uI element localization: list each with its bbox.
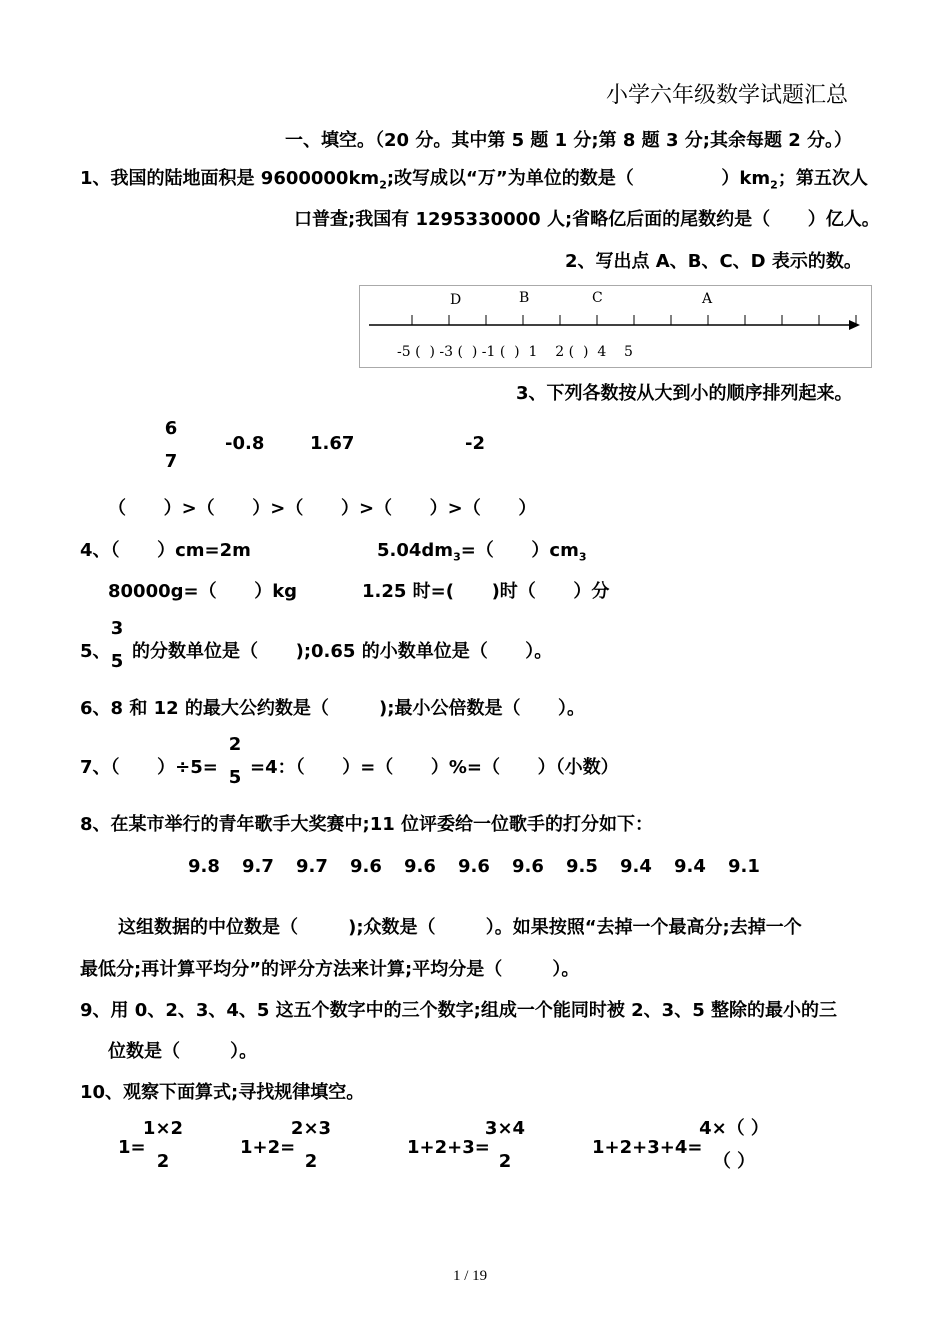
number-line-ticks	[412, 315, 856, 325]
question-8-line-1: 这组数据的中位数是（ );众数是（ ）。如果按照“去掉一个最高分;去掉一个	[118, 917, 802, 938]
equation-3-lhs: 1+2+3=	[407, 1137, 490, 1158]
question-4-part-a: 4、（ ）cm=2m	[80, 540, 251, 561]
question-4-part-b: $5.04dm_3=$（ ）$cm_3$	[377, 540, 587, 564]
point-label-c: C	[592, 290, 603, 306]
number-1-67: 1.67	[310, 433, 355, 454]
page-number: 1 / 19	[453, 1268, 488, 1284]
fraction-numerator: 2×3	[290, 1118, 332, 1139]
equation-4-lhs: 1+2+3+4=	[592, 1137, 703, 1158]
question-8-line-2: 最低分;再计算平均分”的评分方法来计算;平均分是（ ）。	[80, 959, 580, 980]
question-10-text: 10、观察下面算式;寻找规律填空。	[80, 1082, 365, 1103]
point-label-d: D	[450, 292, 462, 308]
question-7-prefix: 7、（ ）÷5=	[80, 757, 218, 778]
question-1-line-2: 口普查;我国有 1295330000 人;省略亿后面的尾数约是（ ）亿人。	[294, 209, 880, 230]
question-5-text: 的分数单位是（ );0.65 的小数单位是（ ）。	[132, 641, 553, 662]
question-1-line-1: 1、我国的陆地面积是 $9600000km_2$;改写成以“万”为单位的数是（ ）$km_2$；第五次人	[80, 168, 868, 192]
number-line-arrow	[849, 320, 860, 330]
fraction-denominator: 2	[156, 1151, 170, 1172]
fraction-denominator: （ ）	[712, 1151, 756, 1172]
number-line-svg	[360, 286, 871, 367]
fraction-denominator: 2	[304, 1151, 318, 1172]
fraction-numerator: 1×2	[142, 1118, 184, 1139]
question-4-part-d: 1.25 时=( )时（ ）分	[362, 581, 610, 602]
number-neg-2: -2	[465, 433, 485, 454]
score-value: 9.5	[566, 856, 598, 877]
section-title: 一、填空。（20 分。其中第 5 题 1 分;第 8 题 3 分;其余每题 2 分。）	[285, 130, 852, 151]
score-value: 9.6	[350, 856, 382, 877]
score-value: 9.1	[728, 856, 760, 877]
question-9-line-1: 9、用 0、2、3、4、5 这五个数字中的三个数字;组成一个能同时被 2、3、5 整除的最小的三	[80, 1000, 837, 1021]
number-line-scale: -5 ( ) -3 ( ) -1 ( ) 1 2 ( ) 4 5	[397, 344, 633, 360]
question-9-line-2: 位数是（ ）。	[108, 1041, 258, 1062]
fraction-denominator: 7	[164, 451, 178, 472]
score-value: 9.4	[674, 856, 706, 877]
score-value: 9.6	[512, 856, 544, 877]
fraction-denominator: 5	[110, 651, 124, 672]
fraction-numerator: 2	[228, 734, 242, 755]
question-3-text: 3、下列各数按从大到小的顺序排列起来。	[516, 383, 853, 404]
score-value: 9.7	[296, 856, 328, 877]
score-value: 9.4	[620, 856, 652, 877]
score-value: 9.6	[404, 856, 436, 877]
question-2-text: 2、写出点 A、B、C、D 表示的数。	[565, 251, 862, 272]
equation-2-fraction	[286, 1112, 336, 1178]
equation-1-lhs: 1=	[118, 1137, 146, 1158]
fraction-numerator: 6	[164, 418, 178, 439]
fraction-two-fifths	[224, 728, 246, 794]
equation-1-fraction	[138, 1112, 188, 1178]
question-4-part-c: 80000g=（ ）kg	[108, 581, 298, 602]
score-value: 9.7	[242, 856, 274, 877]
equation-4-fraction	[694, 1112, 774, 1178]
fraction-numerator: 4×（ ）	[699, 1118, 769, 1139]
ordering-blanks: （ ）>（ ）>（ ）>（ ）>（ ）	[108, 498, 537, 519]
fraction-numerator: 3×4	[484, 1118, 526, 1139]
fraction-denominator: 2	[498, 1151, 512, 1172]
equation-2-lhs: 1+2=	[240, 1137, 296, 1158]
point-label-b: B	[519, 290, 530, 306]
fraction-denominator: 5	[228, 767, 242, 788]
question-6-text: 6、8 和 12 的最大公约数是（ );最小公倍数是（ ）。	[80, 698, 586, 719]
number-neg-0-8: -0.8	[225, 433, 265, 454]
fraction-six-sevenths	[160, 412, 182, 478]
question-7-text: =4：（ ）=（ ）%=（ ）（小数）	[250, 757, 619, 778]
question-8-text: 8、在某市举行的青年歌手大奖赛中;11 位评委给一位歌手的打分如下：	[80, 814, 654, 835]
fraction-numerator: 3	[110, 618, 124, 639]
document-header-title: 小学六年级数学试题汇总	[606, 83, 849, 108]
point-label-a: A	[702, 291, 713, 307]
number-line-figure	[359, 285, 872, 368]
fraction-three-fifths	[106, 612, 128, 678]
equation-3-fraction	[480, 1112, 530, 1178]
score-value: 9.6	[458, 856, 490, 877]
score-value: 9.8	[188, 856, 220, 877]
question-5-prefix: 5、	[80, 641, 111, 662]
